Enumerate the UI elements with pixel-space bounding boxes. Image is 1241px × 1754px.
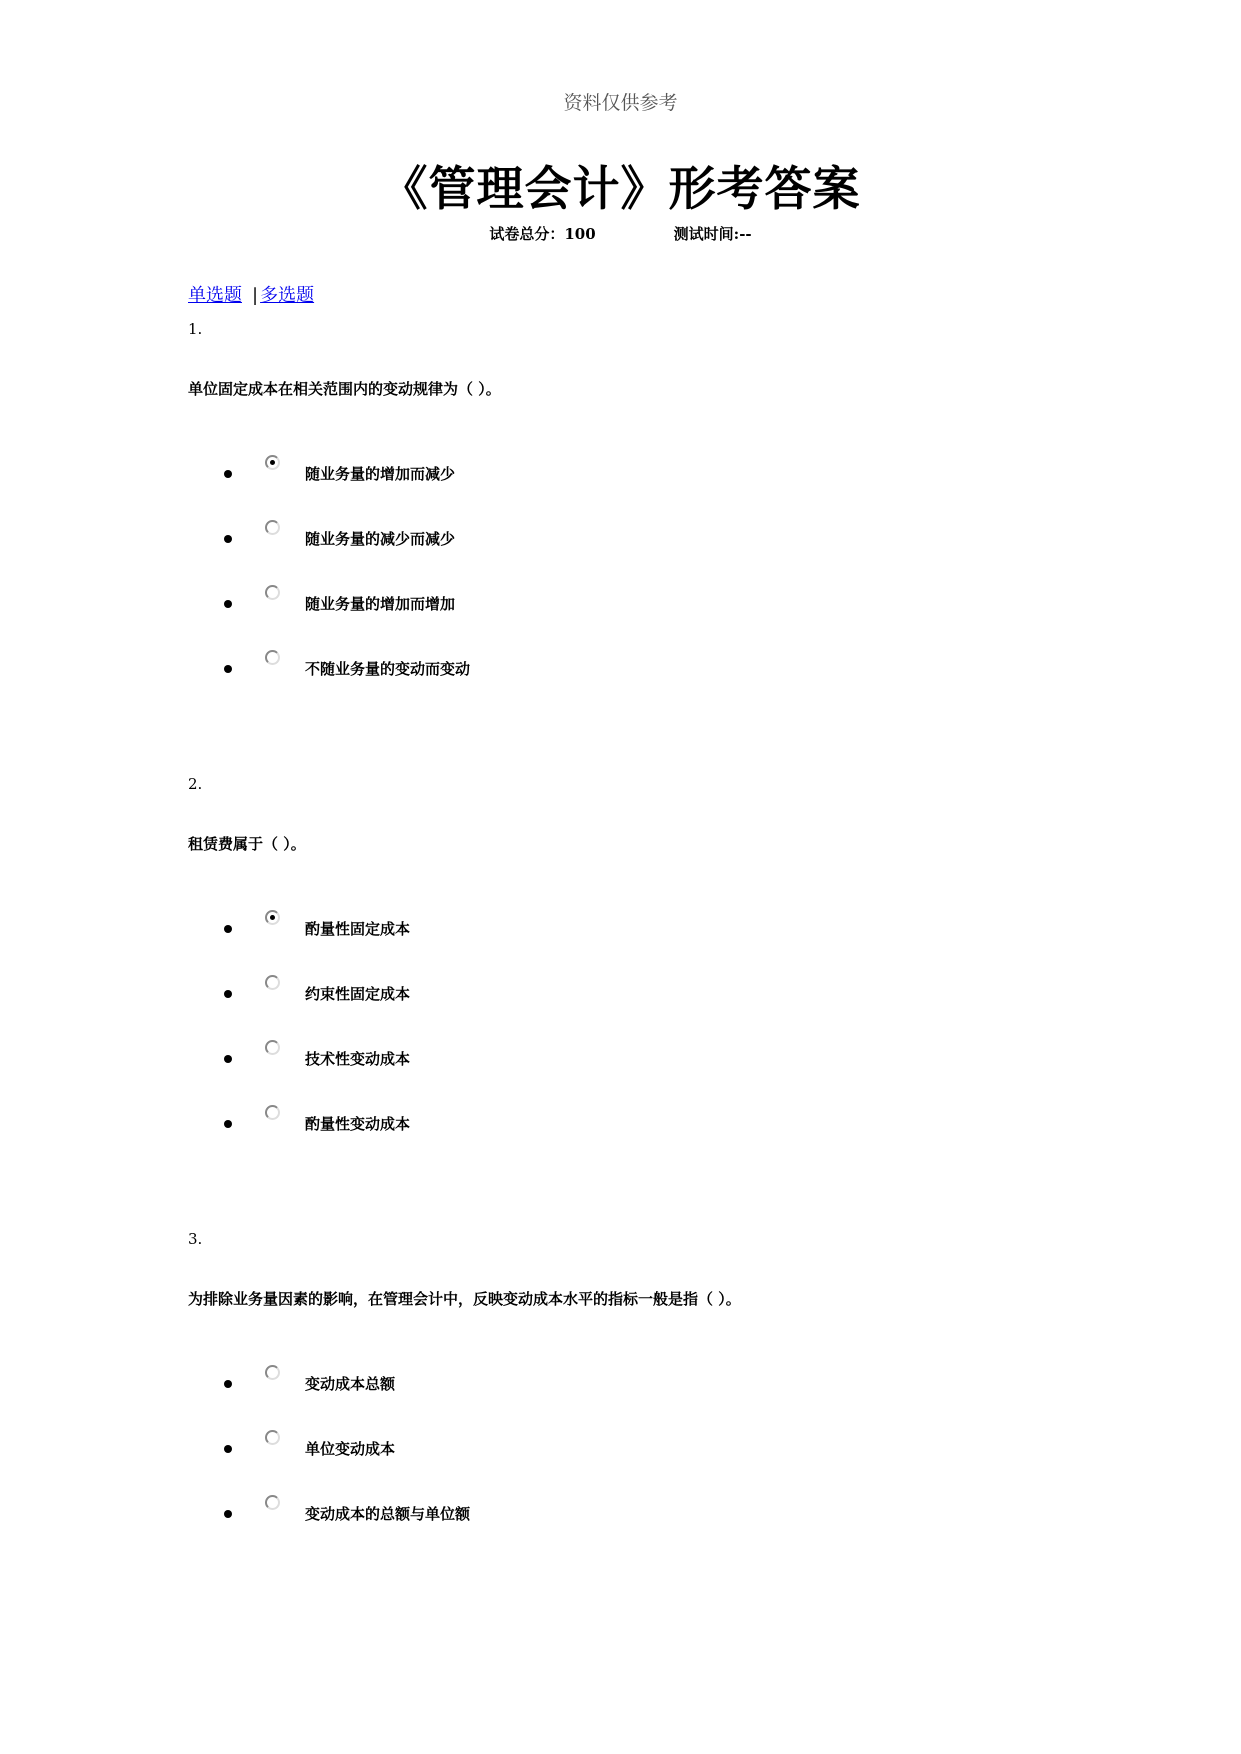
option-item	[188, 1361, 1148, 1426]
option-item	[188, 451, 1148, 516]
total-score: 试卷总分：100	[489, 225, 596, 243]
option-label: 随业务量的增加而增加	[305, 595, 456, 613]
question-1	[188, 320, 1148, 711]
radio-button[interactable]	[265, 455, 280, 470]
radio-button[interactable]	[265, 975, 280, 990]
bullet-icon	[224, 925, 232, 933]
option-label: 约束性固定成本	[305, 985, 411, 1003]
nav-separator: |	[252, 285, 259, 306]
radio-button[interactable]	[265, 910, 280, 925]
bullet-icon	[224, 665, 232, 673]
radio-button[interactable]	[265, 1430, 280, 1445]
option-item	[188, 1491, 1148, 1556]
radio-button[interactable]	[265, 1105, 280, 1120]
option-label: 酌量性变动成本	[305, 1115, 411, 1133]
option-item	[188, 646, 1148, 711]
exam-meta	[0, 223, 1241, 244]
test-time: 测试时间:--	[673, 225, 752, 243]
bullet-icon	[224, 1380, 232, 1388]
option-label: 不随业务量的变动而变动	[305, 660, 471, 678]
bullet-icon	[224, 1510, 232, 1518]
single-choice-link[interactable]: 单选题	[188, 285, 242, 306]
question-3	[188, 1230, 1148, 1556]
radio-button[interactable]	[265, 1495, 280, 1510]
bullet-icon	[224, 1120, 232, 1128]
question-type-nav	[188, 284, 1148, 308]
question-number: 2.	[188, 775, 203, 793]
page-title: 《管理会计》形考答案	[380, 162, 861, 217]
radio-button[interactable]	[265, 1040, 280, 1055]
option-label: 变动成本总额	[305, 1375, 396, 1393]
option-item	[188, 516, 1148, 581]
watermark-text: 资料仅供参考	[563, 92, 678, 114]
question-number: 1.	[188, 320, 203, 338]
option-label: 酌量性固定成本	[305, 920, 411, 938]
option-label: 单位变动成本	[305, 1440, 396, 1458]
radio-button[interactable]	[265, 1365, 280, 1380]
bullet-icon	[224, 600, 232, 608]
radio-button[interactable]	[265, 520, 280, 535]
option-list	[188, 906, 1148, 1166]
question-text: 单位固定成本在相关范围内的变动规律为（ ）。	[188, 380, 501, 398]
question-2	[188, 775, 1148, 1166]
bullet-icon	[224, 1055, 232, 1063]
bullet-icon	[224, 1445, 232, 1453]
option-label: 随业务量的减少而减少	[305, 530, 456, 548]
radio-button[interactable]	[265, 585, 280, 600]
multiple-choice-link[interactable]: 多选题	[260, 285, 315, 306]
bullet-icon	[224, 990, 232, 998]
option-item	[188, 1036, 1148, 1101]
question-area	[188, 284, 1148, 1556]
option-item	[188, 581, 1148, 646]
option-label: 变动成本的总额与单位额	[305, 1505, 471, 1523]
radio-button[interactable]	[265, 650, 280, 665]
question-text: 租赁费属于（ ）。	[188, 835, 306, 853]
question-number: 3.	[188, 1230, 203, 1248]
option-label: 随业务量的增加而减少	[305, 465, 456, 483]
option-item	[188, 1101, 1148, 1166]
option-item	[188, 971, 1148, 1036]
bullet-icon	[224, 470, 232, 478]
option-list	[188, 1361, 1148, 1556]
question-text: 为排除业务量因素的影响，在管理会计中，反映变动成本水平的指标一般是指（ ）。	[188, 1290, 741, 1308]
option-label: 技术性变动成本	[305, 1050, 411, 1068]
option-item	[188, 1426, 1148, 1491]
option-list	[188, 451, 1148, 711]
bullet-icon	[224, 535, 232, 543]
option-item	[188, 906, 1148, 971]
